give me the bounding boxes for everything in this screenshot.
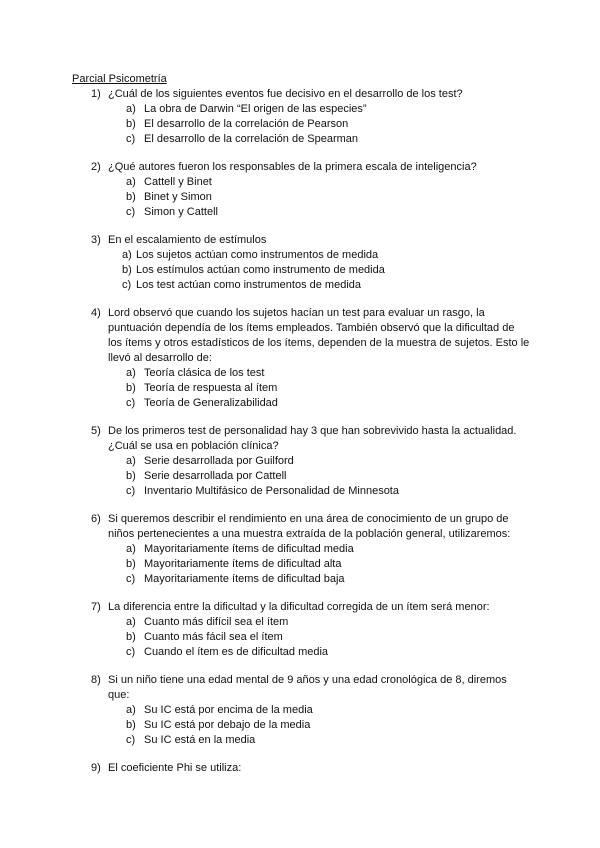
option-list [126, 615, 531, 660]
option-text: Cuanto más fácil sea el ítem [144, 631, 283, 643]
option-list [126, 102, 531, 147]
option-letter: a) [126, 367, 136, 379]
option-text: Los estímulos actúan como instrumento de medida [136, 264, 385, 276]
question-number: 1) [91, 88, 101, 100]
option-text: Teoría de Generalizabilidad [144, 397, 278, 409]
question-4 [91, 306, 531, 411]
option-item [126, 454, 531, 469]
question-number: 4) [91, 307, 101, 319]
option-text: Cattell y Binet [144, 176, 212, 188]
question-text: En el escalamiento de estímulos [108, 234, 267, 246]
option-item [122, 263, 531, 278]
option-text: El desarrollo de la correlación de Pearson [144, 118, 349, 130]
question-text: ¿Cuál de los siguientes eventos fue decisivo en el desarrollo de los test? [108, 88, 463, 100]
option-item [126, 718, 531, 733]
option-letter: a) [126, 543, 136, 555]
option-text: Simon y Cattell [144, 206, 218, 218]
option-item [126, 484, 531, 499]
option-item [126, 205, 531, 220]
question-3 [91, 233, 531, 293]
option-item [126, 703, 531, 718]
option-letter: c) [126, 734, 136, 746]
question-number: 3) [91, 234, 101, 246]
question-6 [91, 512, 531, 587]
option-letter: b) [126, 558, 136, 570]
option-text: El desarrollo de la correlación de Spearman [144, 133, 359, 145]
option-letter: a) [126, 103, 136, 115]
option-text: Cuanto más difícil sea el ítem [144, 616, 289, 628]
option-text: Mayoritariamente ítems de dificultad baja [144, 573, 345, 585]
option-letter: a) [126, 455, 136, 467]
question-number: 2) [91, 161, 101, 173]
option-letter: b) [126, 118, 136, 130]
option-text: Cuando el ítem es de dificultad media [144, 646, 329, 658]
question-text: De los primeros test de personalidad hay 3 que han sobrevivido hasta la actualidad. ¿Cuál se usa en población clínica? [108, 425, 517, 452]
option-list [126, 454, 531, 499]
option-list [126, 703, 531, 748]
option-item [126, 396, 531, 411]
question-text: ¿Qué autores fueron los responsables de la primera escala de inteligencia? [108, 161, 477, 173]
question-8 [91, 673, 531, 748]
option-item [126, 190, 531, 205]
option-letter: b) [126, 470, 136, 482]
question-1 [91, 87, 531, 147]
option-text: Su IC está por encima de la media [144, 704, 313, 716]
question-text: El coeficiente Phi se utiliza: [108, 762, 242, 774]
option-letter: a) [126, 616, 136, 628]
question-text: La diferencia entre la dificultad y la dificultad corregida de un ítem será menor: [108, 601, 490, 613]
question-number: 8) [91, 674, 101, 686]
option-text: Su IC está en la media [144, 734, 256, 746]
question-text: Si queremos describir el rendimiento en una área de conocimiento de un grupo de niños pertenecientes a una muestra extraída de la población general, utilizaremos: [108, 513, 511, 540]
option-item [126, 630, 531, 645]
question-text: Lord observó que cuando los sujetos hacían un test para evaluar un rasgo, la puntuación dependía de los ítems empleados. También observó que la dificultad de los ítems y otros estadísticos de los ítems, dependen de la muestra de sujetos. Esto le llevó al desarrollo de: [108, 307, 530, 364]
option-letter: c) [126, 485, 136, 497]
option-text: Los sujetos actúan como instrumentos de medida [136, 249, 379, 261]
option-letter: c) [122, 279, 132, 291]
option-letter: b) [126, 719, 136, 731]
option-text: Serie desarrollada por Cattell [144, 470, 287, 482]
option-text: Teoría clásica de los test [144, 367, 265, 379]
option-item [126, 175, 531, 190]
question-5 [91, 424, 531, 499]
question-9 [91, 761, 531, 776]
option-letter: a) [126, 176, 136, 188]
option-letter: b) [126, 631, 136, 643]
option-letter: c) [126, 573, 136, 585]
question-text: Si un niño tiene una edad mental de 9 años y una edad cronológica de 8, diremos que: [108, 674, 507, 701]
option-text: Mayoritariamente ítems de dificultad alta [144, 558, 342, 570]
option-item [126, 733, 531, 748]
question-7 [91, 600, 531, 660]
option-letter: c) [126, 133, 136, 145]
option-letter: c) [126, 646, 136, 658]
option-list [126, 366, 531, 411]
option-letter: c) [126, 206, 136, 218]
option-item [126, 469, 531, 484]
option-item [126, 615, 531, 630]
option-item [122, 278, 531, 293]
option-item [126, 542, 531, 557]
option-text: Teoría de respuesta al ítem [144, 382, 278, 394]
option-text: Binet y Simon [144, 191, 212, 203]
option-text: Inventario Multifásico de Personalidad de Minnesota [144, 485, 399, 497]
option-letter: b) [126, 191, 136, 203]
option-item [122, 248, 531, 263]
option-item [126, 366, 531, 381]
option-list [126, 542, 531, 587]
option-letter: b) [122, 264, 132, 276]
option-letter: a) [122, 249, 132, 261]
option-item [126, 381, 531, 396]
option-text: Mayoritariamente ítems de dificultad media [144, 543, 354, 555]
question-number: 7) [91, 601, 101, 613]
option-letter: c) [126, 397, 136, 409]
option-text: Los test actúan como instrumentos de medida [136, 279, 362, 291]
option-item [126, 557, 531, 572]
option-text: Su IC está por debajo de la media [144, 719, 311, 731]
option-item [126, 117, 531, 132]
option-letter: a) [126, 704, 136, 716]
question-2 [91, 160, 531, 220]
option-item [126, 132, 531, 147]
option-item [126, 572, 531, 587]
option-letter: b) [126, 382, 136, 394]
question-number: 6) [91, 513, 101, 525]
question-number: 5) [91, 425, 101, 437]
option-text: La obra de Darwin “El origen de las especies” [144, 103, 367, 115]
option-item [126, 645, 531, 660]
option-list [122, 248, 531, 293]
option-text: Serie desarrollada por Guilford [144, 455, 294, 467]
document-title: Parcial Psicometría [72, 73, 167, 85]
option-item [126, 102, 531, 117]
option-list [126, 175, 531, 220]
question-number: 9) [91, 762, 101, 774]
